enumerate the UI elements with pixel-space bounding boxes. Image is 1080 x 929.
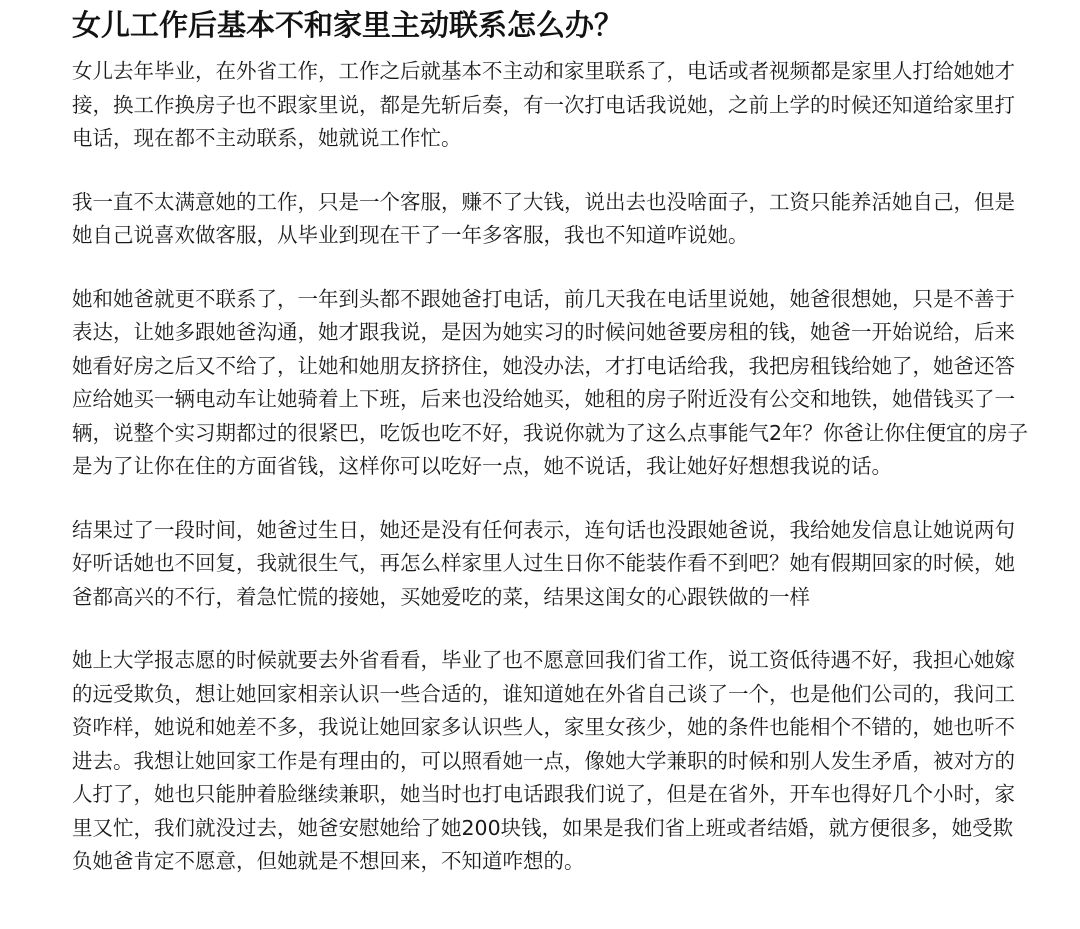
question-title: 女儿工作后基本不和家里主动联系怎么办？ xyxy=(72,8,624,42)
question-paragraph: 女儿去年毕业，在外省工作，工作之后就基本不主动和家里联系了，电话或者视频都是家里人打给她她才接，换工作换房子也不跟家里说，都是先斩后奏，有一次打电话我说她，之前上学的时候还知道给家里打电话，现在都不主动联系，她就说工作忙。 xyxy=(72,59,1015,150)
question-paragraph: 她上大学报志愿的时候就要去外省看看，毕业了也不愿意回我们省工作，说工资低待遇不好，我担心她嫁的远受欺负，想让她回家相亲认识一些合适的，谁知道她在外省自己谈了一个，也是他们公司的，我问工资咋样，她说和她差不多，我说让她回家多认识些人，家里女孩少，她的条件也能相个不错的，她也听不进去。我想让她回家工作是有理由的，可以照看她一点，像她大学兼职的时候和别人发生矛盾，被对方的人打了，她也只能肿着脸继续兼职，她当时也打电话跟我们说了，但是在省外，开车也得好几个小时，家里又忙，我们就没过去，她爸安慰她给了她200块钱，如果是我们省上班或者结婚，就方便很多，她受欺负她爸肯定不愿意，但她就是不想回来，不知道咋想的。 xyxy=(72,648,1015,873)
question-body xyxy=(72,55,1032,879)
question-paragraph: 我一直不太满意她的工作，只是一个客服，赚不了大钱，说出去也没啥面子，工资只能养活她自己，但是她自己说喜欢做客服，从毕业到现在干了一年多客服，我也不知道咋说她。 xyxy=(72,189,1015,247)
question-paragraph: 结果过了一段时间，她爸过生日，她还是没有任何表示，连句话也没跟她爸说，我给她发信息让她说两句好听话她也不回复，我就很生气，再怎么样家里人过生日你不能装作看不到吧？她有假期回家的时候，她爸都高兴的不行，着急忙慌的接她，买她爱吃的菜，结果这闺女的心跟铁做的一样 xyxy=(72,517,1015,609)
question-paragraph: 她和她爸就更不联系了，一年到头都不跟她爸打电话，前几天我在电话里说她，她爸很想她，只是不善于表达，让她多跟她爸沟通，她才跟我说，是因为她实习的时候问她爸要房租的钱，她爸一开始说给，后来她看好房之后又不给了，让她和她朋友挤挤住，她没办法，才打电话给我，我把房租钱给她了，她爸还答应给她买一辆电动车让她骑着上下班，后来也没给她买，她租的房子附近没有公交和地铁，她借钱买了一辆，说整个实习期都过的很紧巴，吃饭也吃不好，我说你就为了这么点事能气2年？你爸让你住便宜的房子是为了让你在住的方面省钱，这样你可以吃好一点，她不说话，我让她好好想想我说的话。 xyxy=(72,286,1029,478)
